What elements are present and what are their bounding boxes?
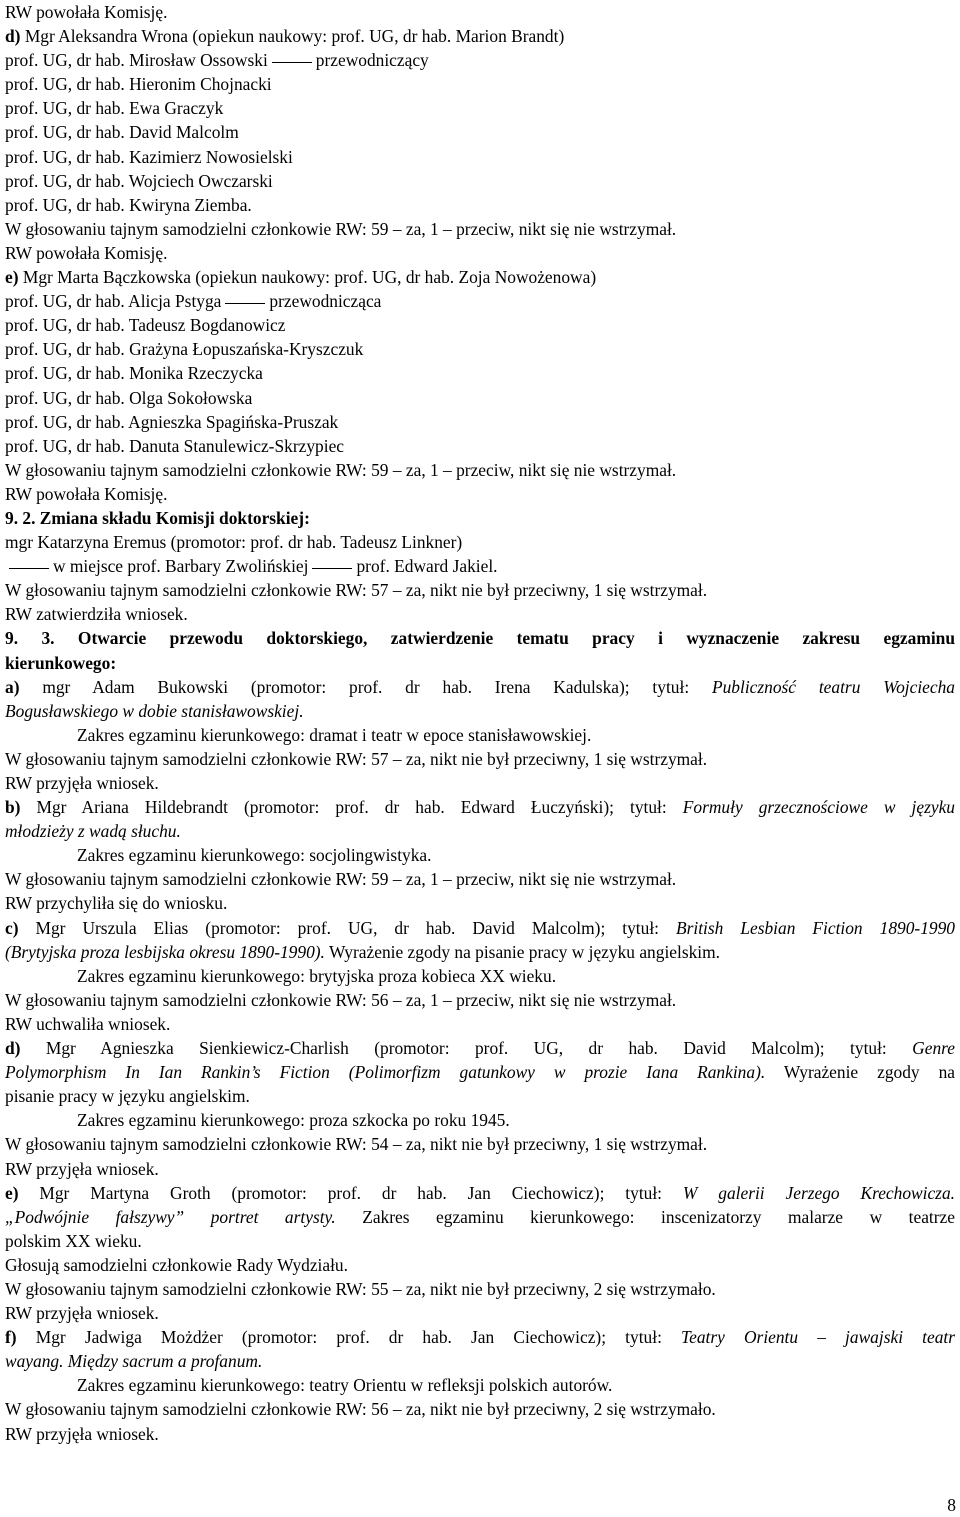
text-line [5,313,955,337]
text-segment: prof. UG, dr hab. Wojciech Owczarski [5,170,273,191]
text-segment: W głosowaniu tajnym samodzielni członkowie RW: 56 – za, 1 – przeciw, nikt się nie wstrzymał. [5,989,677,1010]
italic-title-text: Genre [912,1038,955,1059]
text-line [5,361,955,385]
text-line [5,217,955,241]
text-line [5,458,955,482]
bold-text: e) [5,1182,19,1203]
text-line [5,795,955,819]
text-line [5,1325,955,1349]
bold-text: f) [5,1327,17,1348]
italic-title-text: British Lesbian Fiction 1890-1990 [675,917,955,938]
text-segment: prof. UG, dr hab. Alicja Pstyga [5,291,222,312]
italic-title-text: młodzieży z wadą słuchu. [5,821,181,842]
text-segment: prof. UG, dr hab. Ewa Graczyk [5,98,224,119]
text-line [5,1229,955,1253]
bold-text: b) [5,797,21,818]
text-line [5,1108,955,1132]
text-line [5,771,955,795]
text-segment: Mgr Jadwiga Możdżer (promotor: prof. dr hab. Jan Ciechowicz); tytuł: [16,1327,682,1348]
text-line [5,1349,955,1373]
bold-text: kierunkowego: [5,652,117,673]
text-line [5,0,955,24]
text-segment: przewodniczący [315,50,429,71]
text-segment: W głosowaniu tajnym samodzielni członkowie RW: 55 – za, nikt nie był przeciwny, 2 się wstrzymało. [5,1278,716,1299]
text-line [5,675,955,699]
text-line [5,120,955,144]
text-segment: W głosowaniu tajnym samodzielni członkowie RW: 57 – za, nikt nie był przeciwny, 1 się wstrzymał. [5,748,708,769]
bold-text: 9. 2. Zmiana składu Komisji doktorskiej: [5,507,310,528]
text-line [5,940,955,964]
text-line [5,482,955,506]
text-segment: RW przychyliła się do wniosku. [5,893,228,914]
text-segment: prof. UG, dr hab. Grażyna Łopuszańska-Kryszczuk [5,339,364,360]
text-line [5,1132,955,1156]
text-segment: prof. UG, dr hab. Agnieszka Spagińska-Pruszak [5,411,339,432]
text-line [5,1253,955,1277]
text-segment: RW powołała Komisję. [5,242,168,263]
text-line [5,1422,955,1446]
italic-title-text: wayang. Między sacrum a profanum. [5,1351,263,1372]
text-segment: RW powołała Komisję. [5,2,168,22]
text-line [5,747,955,771]
text-line [5,1036,955,1060]
text-segment: prof. UG, dr hab. Olga Sokołowska [5,387,253,408]
text-segment: RW przyjęła wniosek. [5,1303,159,1324]
text-line [5,1012,955,1036]
text-line [5,1084,955,1108]
text-segment: Mgr Aleksandra Wrona (opiekun naukowy: prof. UG, dr hab. Marion Brandt) [20,26,565,47]
text-line [5,24,955,48]
text-line [5,1157,955,1181]
text-segment: Mgr Marta Bączkowska (opiekun naukowy: prof. UG, dr hab. Zoja Nowożenowa) [18,267,597,288]
text-line [5,651,955,675]
text-segment: polskim XX wieku. [5,1230,142,1251]
text-line [5,1181,955,1205]
text-segment: Zakres egzaminu kierunkowego: inscenizatorzy malarze w teatrze [335,1206,955,1227]
text-segment: Zakres egzaminu kierunkowego: teatry Orientu w refleksji polskich autorów. [77,1375,613,1396]
italic-title-text: W galerii Jerzego Krechowicza. [682,1182,955,1203]
text-line [5,867,955,891]
text-line [5,145,955,169]
text-segment: prof. UG, dr hab. Danuta Stanulewicz-Skrzypiec [5,435,345,456]
text-segment: Wyrażenie zgody na [765,1062,956,1083]
text-line [5,1060,955,1084]
em-dash-rule [9,568,49,569]
text-line [5,96,955,120]
text-segment: prof. UG, dr hab. David Malcolm [5,122,239,143]
bold-text: e) [5,267,19,288]
text-segment: Mgr Martyna Groth (promotor: prof. dr hab. Jan Ciechowicz); tytuł: [18,1182,683,1203]
text-line [5,602,955,626]
text-segment: W głosowaniu tajnym samodzielni członkowie RW: 56 – za, nikt nie był przeciwny, 2 się wstrzymało. [5,1399,716,1420]
text-segment: Zakres egzaminu kierunkowego: socjolingwistyka. [77,845,432,866]
em-dash-rule [272,62,312,63]
text-segment: mgr Adam Bukowski (promotor: prof. dr hab. Irena Kadulska); tytuł: [19,676,712,697]
text-segment: W głosowaniu tajnym samodzielni członkowie RW: 54 – za, nikt nie był przeciwny, 1 się wstrzymał. [5,1134,708,1155]
text-segment: RW przyjęła wniosek. [5,1423,159,1444]
text-line [5,891,955,915]
italic-title-text: (Brytyjska proza lesbijska okresu 1890-1990). [5,941,325,962]
text-line [5,72,955,96]
text-segment: pisanie pracy w języku angielskim. [5,1086,250,1107]
em-dash-rule [312,568,352,569]
text-line [5,337,955,361]
text-segment: W głosowaniu tajnym samodzielni członkowie RW: 57 – za, nikt nie był przeciwny, 1 się wstrzymał. [5,580,708,601]
italic-title-text: Bogusławskiego w dobie stanisławowskiej. [5,700,304,721]
text-segment: Zakres egzaminu kierunkowego: brytyjska proza kobieca XX wieku. [77,965,557,986]
text-line [5,530,955,554]
text-line [5,289,955,313]
text-line [5,48,955,72]
text-line [5,386,955,410]
text-segment: Głosują samodzielni członkowie Rady Wydziału. [5,1254,348,1275]
text-segment: W głosowaniu tajnym samodzielni członkowie RW: 59 – za, 1 – przeciw, nikt się nie wstrzymał. [5,218,677,239]
em-dash-rule [225,303,265,304]
text-segment: w miejsce prof. Barbary Zwolińskiej [53,556,309,577]
text-line [5,843,955,867]
text-line [5,819,955,843]
text-line [5,578,955,602]
page-number: 8 [947,1495,956,1515]
italic-title-text: „Podwójnie fałszywy” portret artysty. [5,1206,336,1227]
text-line [5,193,955,217]
italic-title-text: Polymorphism In Ian Rankin’s Fiction (Polimorfizm gatunkowy w prozie Iana Rankina). [5,1062,766,1083]
text-segment: Zakres egzaminu kierunkowego: dramat i teatr w epoce stanisławowskiej. [77,724,592,745]
text-segment: RW przyjęła wniosek. [5,773,159,793]
bold-text: d) [5,26,21,47]
italic-title-text: Teatry Orientu – jawajski teatr [681,1327,956,1348]
text-segment: prof. UG, dr hab. Hieronim Chojnacki [5,74,272,95]
text-segment: prof. UG, dr hab. Kazimierz Nowosielski [5,146,293,167]
text-segment: Mgr Ariana Hildebrandt (promotor: prof. dr hab. Edward Łuczyński); tytuł: [20,797,683,818]
text-segment: prof. UG, dr hab. Kwiryna Ziemba. [5,194,252,215]
text-line [5,964,955,988]
text-line [5,1301,955,1325]
text-segment: Zakres egzaminu kierunkowego: proza szkocka po roku 1945. [77,1110,510,1131]
italic-title-text: Publiczność teatru Wojciecha [711,676,956,697]
bold-text: d) [5,1038,21,1059]
text-line [5,241,955,265]
text-segment: RW powołała Komisję. [5,483,168,504]
text-line [5,916,955,940]
text-line [5,554,955,578]
text-segment: prof. UG, dr hab. Tadeusz Bogdanowicz [5,315,286,336]
text-line [5,723,955,747]
text-segment: RW uchwaliła wniosek. [5,1013,171,1034]
text-segment: Mgr Agnieszka Sienkiewicz-Charlish (promotor: prof. UG, dr hab. David Malcolm); tytuł: [20,1038,913,1059]
text-segment: W głosowaniu tajnym samodzielni członkowie RW: 59 – za, 1 – przeciw, nikt się nie wstrzymał. [5,869,677,890]
text-segment: Mgr Urszula Elias (promotor: prof. UG, dr hab. David Malcolm); tytuł: [18,917,676,938]
italic-title-text: Formuły grzecznościowe w języku [682,797,955,818]
text-line [5,988,955,1012]
text-segment: RW zatwierdziła wniosek. [5,604,188,625]
text-segment: RW przyjęła wniosek. [5,1158,159,1179]
text-segment: Wyrażenie zgody na pisanie pracy w języku angielskim. [324,941,720,962]
bold-text: c) [5,917,19,938]
text-line [5,410,955,434]
text-segment: W głosowaniu tajnym samodzielni członkowie RW: 59 – za, 1 – przeciw, nikt się nie wstrzymał. [5,459,677,480]
bold-text: 9. 3. Otwarcie przewodu doktorskiego, zatwierdzenie tematu pracy i wyznaczenie zakresu egzaminu [5,628,955,649]
document-body [5,0,955,1446]
text-line [5,265,955,289]
bold-text: a) [5,676,20,697]
text-line [5,1373,955,1397]
text-segment: prof. Edward Jakiel. [356,556,498,577]
text-line [5,1277,955,1301]
text-segment: mgr Katarzyna Eremus (promotor: prof. dr hab. Tadeusz Linkner) [5,532,463,553]
text-line [5,1205,955,1229]
text-line [5,626,955,650]
text-line [5,434,955,458]
text-segment: prof. UG, dr hab. Monika Rzeczycka [5,363,263,384]
text-segment: prof. UG, dr hab. Mirosław Ossowski [5,50,268,71]
text-line [5,169,955,193]
text-line [5,699,955,723]
text-line [5,1397,955,1421]
text-segment: przewodnicząca [269,291,382,312]
text-line [5,506,955,530]
